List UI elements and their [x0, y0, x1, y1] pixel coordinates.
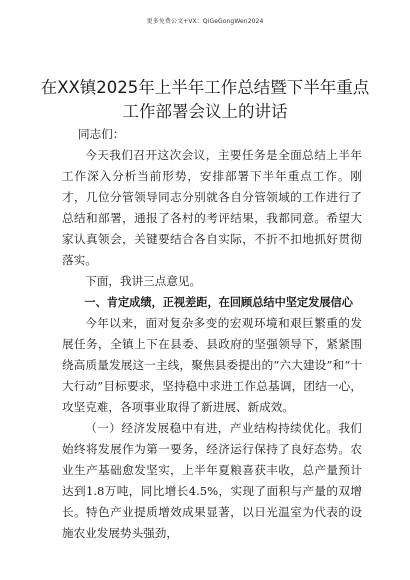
paragraph-intro: 今天我们召开这次会议，主要任务是全面总结上半年工作深入分析当前形势，安排部署下半年重点工作。刚才，几位分管领导同志分别就各自分管领域的工作进行了总结和部署，通报了各村的考评结果，我都同意。希望大家认真领会，关键要结合各自实际，不折不扣地抓好贯彻落实。 — [62, 148, 362, 267]
salutation: 同志们： — [78, 127, 125, 141]
section-heading-1: 一、肯定成绩，正视差距，在回顾总结中坚定发展信心 — [84, 296, 353, 309]
paragraph-achievements: 今年以来，面对复杂多变的宏观环境和艰巨繁重的发展任务，全镇上下在县委、县政府的坚强领导下，紧紧围绕高质量发展这一主线，聚焦县委提出的“六大建设”和“十大行动”目标要求，坚持稳中求进工作总基调，团结一心，攻坚克难，各项事业取得了新进展、新成效。 — [62, 316, 362, 414]
paragraph-economy: （一）经济发展稳中有进，产业结构持续优化。我们始终将发展作为第一要务，经济运行保持了良好态势。农业生产基础愈发坚实，上半年夏粮喜获丰收，总产量预计达到1.8万吨，同比增长4.5%，实现了面积与产量的双增长。特色产业提质增效成果显著，以日光温室为代表的设施农业发展势头强劲， — [62, 421, 362, 540]
header-note: 更多免费公文+VX：QiGeGongWen2024 — [146, 18, 264, 25]
paragraph-transition: 下面，我讲三点意见。 — [85, 274, 202, 288]
document-title: 在XX镇2025年上半年工作总结暨下半年重点工作部署会议上的讲话 — [40, 78, 370, 121]
document-body — [62, 124, 362, 544]
